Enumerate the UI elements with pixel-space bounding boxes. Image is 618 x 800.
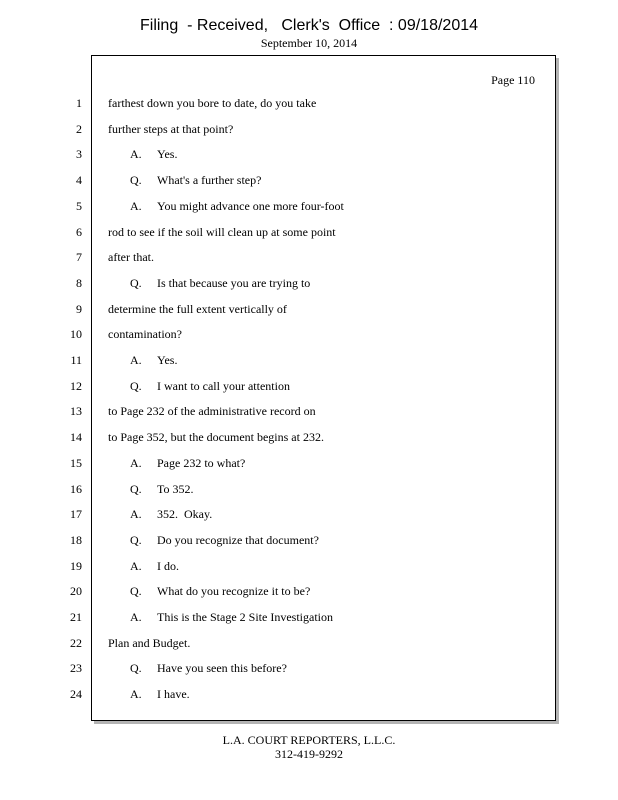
transcript-line	[108, 404, 316, 418]
line-number: 8	[76, 276, 82, 290]
transcript-line	[130, 199, 344, 213]
transcript-line	[130, 482, 194, 496]
transcript-line	[130, 687, 190, 701]
transcript-line	[130, 276, 310, 290]
line-number: 3	[76, 147, 82, 161]
line-text: contamination?	[108, 327, 182, 341]
speaker-label: A.	[130, 610, 142, 624]
line-number: 21	[70, 610, 82, 624]
transcript-line	[130, 147, 177, 161]
line-text: This is the Stage 2 Site Investigation	[157, 610, 333, 624]
line-number: 2	[76, 122, 82, 136]
line-number: 9	[76, 302, 82, 316]
speaker-label: A.	[130, 199, 142, 213]
speaker-label: A.	[130, 456, 142, 470]
transcript-line	[130, 661, 287, 675]
line-text: after that.	[108, 250, 154, 264]
line-number: 6	[76, 225, 82, 239]
line-number: 14	[70, 430, 82, 444]
line-number: 7	[76, 250, 82, 264]
transcript-line	[108, 122, 233, 136]
transcript-line	[108, 302, 287, 316]
line-number: 13	[70, 404, 82, 418]
transcript-line	[108, 430, 324, 444]
line-text: determine the full extent vertically of	[108, 302, 287, 316]
line-text: to Page 232 of the administrative record on	[108, 404, 316, 418]
line-text: To 352.	[157, 482, 194, 496]
line-number: 19	[70, 559, 82, 573]
transcript-line	[130, 584, 310, 598]
transcript-line	[130, 353, 177, 367]
line-text: I want to call your attention	[157, 379, 290, 393]
line-number: 18	[70, 533, 82, 547]
court-reporter-phone: 312-419-9292	[275, 747, 343, 761]
line-number: 22	[70, 636, 82, 650]
transcript-line	[108, 636, 190, 650]
line-text: Is that because you are trying to	[157, 276, 311, 290]
line-number: 17	[70, 507, 82, 521]
line-number: 15	[70, 456, 82, 470]
line-text: What do you recognize it to be?	[157, 584, 311, 598]
speaker-label: Q.	[130, 379, 142, 393]
transcript-line	[108, 96, 316, 110]
court-reporter-name: L.A. COURT REPORTERS, L.L.C.	[222, 733, 396, 747]
line-number: 10	[70, 327, 82, 341]
transcript-line	[108, 327, 182, 341]
filing-stamp: Filing - Received, Clerk's Office : 09/18/2014	[139, 17, 479, 34]
line-text: Yes.	[157, 353, 178, 367]
line-text: I do.	[157, 559, 179, 573]
transcript-line	[130, 533, 319, 547]
transcript-line	[108, 225, 336, 239]
transcript-page	[70, 55, 556, 721]
line-text: farthest down you bore to date, do you take	[108, 96, 317, 110]
line-text: Yes.	[157, 147, 178, 161]
transcript-line	[130, 173, 261, 187]
line-text: What's a further step?	[157, 173, 262, 187]
line-text: rod to see if the soil will clean up at some point	[108, 225, 336, 239]
line-number: 1	[76, 96, 82, 110]
speaker-label: Q.	[130, 276, 142, 290]
speaker-label: A.	[130, 687, 142, 701]
page-number: Page 110	[491, 73, 535, 87]
line-text: Page 232 to what?	[157, 456, 246, 470]
speaker-label: Q.	[130, 584, 142, 598]
line-text: I have.	[157, 687, 190, 701]
line-number: 11	[70, 353, 82, 367]
speaker-label: A.	[130, 507, 142, 521]
line-text: You might advance one more four-foot	[157, 199, 344, 213]
line-number: 20	[70, 584, 82, 598]
speaker-label: A.	[130, 147, 142, 161]
speaker-label: Q.	[130, 173, 142, 187]
transcript-line	[130, 559, 179, 573]
speaker-label: A.	[130, 559, 142, 573]
transcript-line	[108, 250, 154, 264]
speaker-label: Q.	[130, 533, 142, 547]
line-number: 5	[76, 199, 82, 213]
line-text: Plan and Budget.	[108, 636, 191, 650]
line-number: 4	[76, 173, 82, 187]
speaker-label: Q.	[130, 482, 142, 496]
line-number: 24	[70, 687, 82, 701]
speaker-label: Q.	[130, 661, 142, 675]
speaker-label: A.	[130, 353, 142, 367]
line-text: Have you seen this before?	[157, 661, 287, 675]
line-text: Do you recognize that document?	[157, 533, 319, 547]
transcript-line	[130, 379, 290, 393]
line-number: 12	[70, 379, 82, 393]
transcript-line	[130, 507, 212, 521]
line-text: 352. Okay.	[157, 507, 213, 521]
transcript-line	[130, 456, 245, 470]
line-text: to Page 352, but the document begins at 232.	[108, 430, 324, 444]
transcript-line	[130, 610, 333, 624]
line-number: 16	[70, 482, 82, 496]
line-number: 23	[70, 661, 82, 675]
line-text: further steps at that point?	[108, 122, 234, 136]
transcript-date: September 10, 2014	[260, 36, 358, 50]
